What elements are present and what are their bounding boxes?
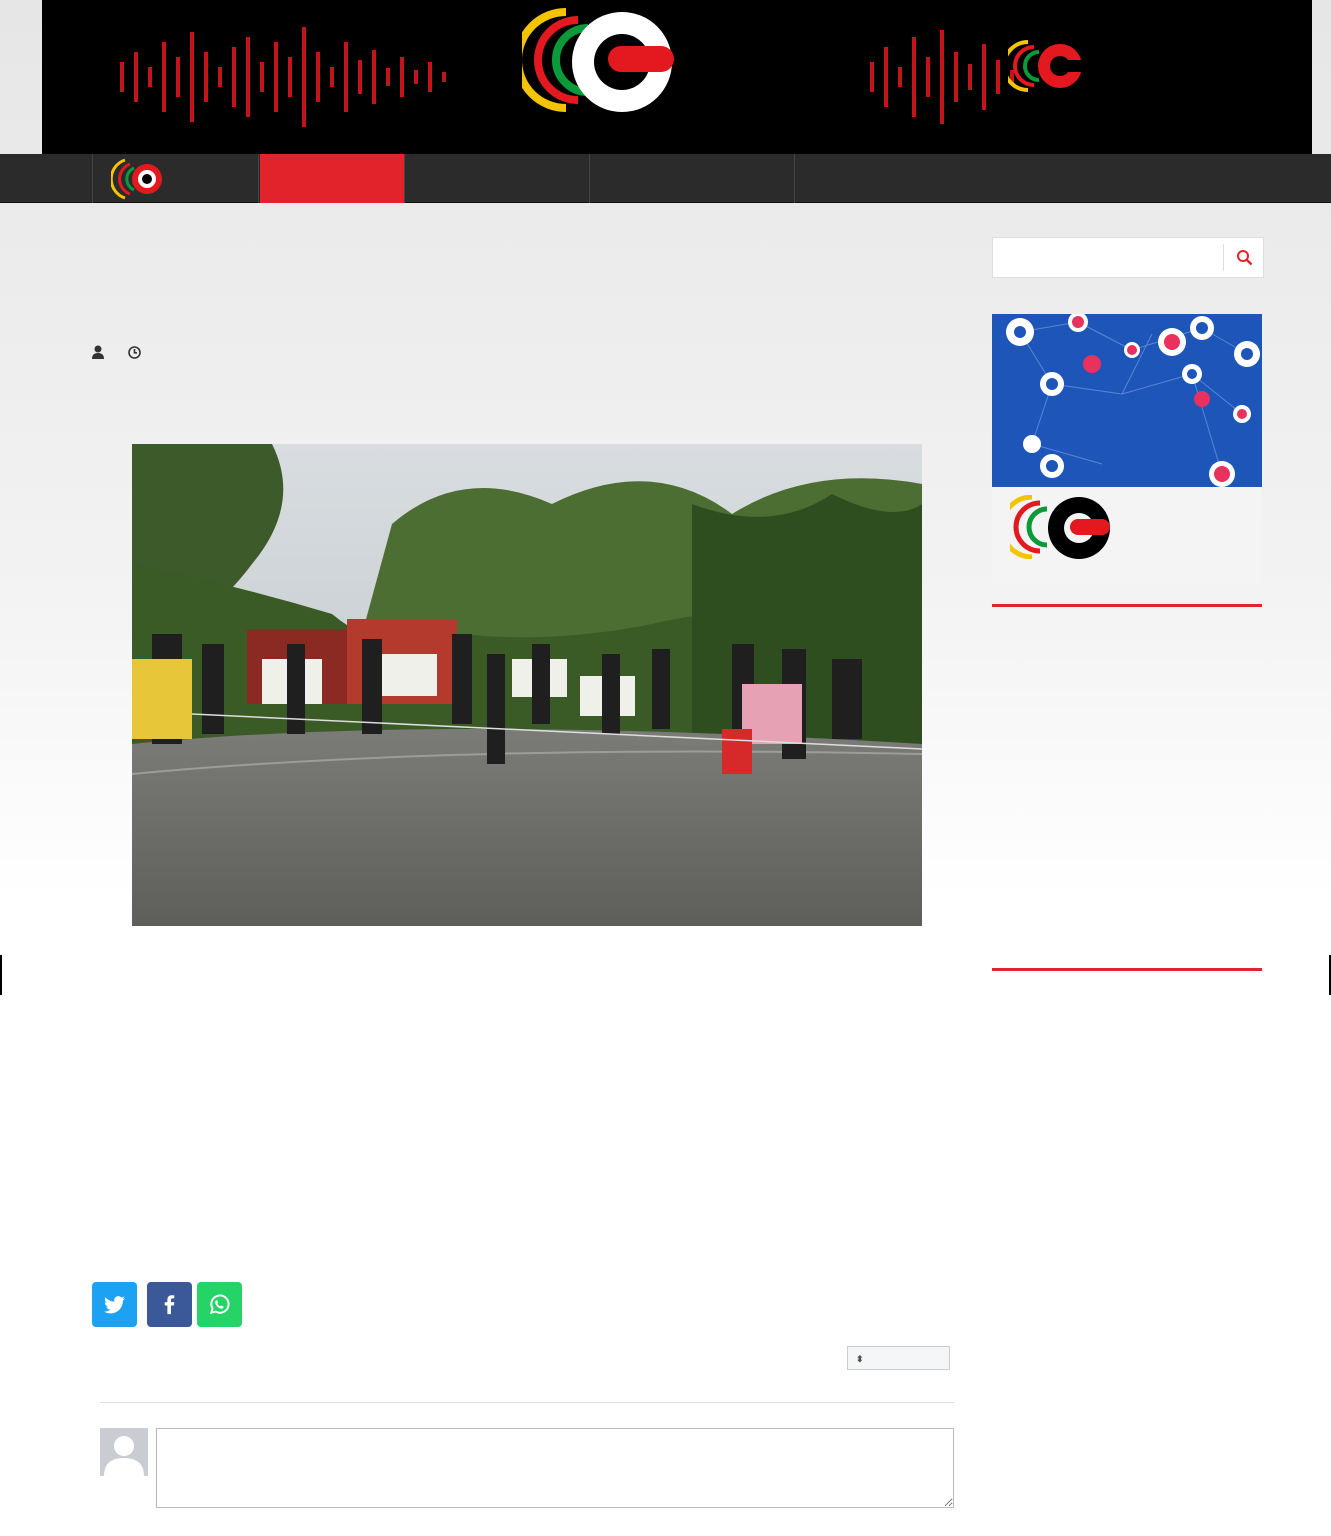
page-edge-left [0,955,2,995]
site-logo[interactable] [522,6,862,148]
search-icon [1236,249,1253,266]
default-avatar-icon [100,1428,148,1476]
article-photo [132,444,922,926]
article-meta [92,344,147,360]
search-box [992,237,1264,278]
comment-input[interactable] [156,1428,954,1508]
categories-heading [992,602,1262,607]
facebook-icon [158,1293,181,1316]
sound-wave-left [102,22,522,132]
live-radio-icon [1008,38,1084,94]
main-nav [0,154,1331,203]
nav-item-noticias[interactable] [260,154,405,203]
social-network-pattern [992,314,1262,487]
radio-logo-icon [111,158,165,200]
order-select[interactable] [847,1346,950,1370]
avatar [100,1428,148,1476]
listen-live-button[interactable] [1008,34,1268,100]
fb-logo-badge [1070,519,1110,535]
search-button[interactable] [1223,244,1263,271]
share-facebook-button[interactable] [147,1282,192,1327]
whatsapp-icon [208,1293,231,1316]
nav-item-programas[interactable] [406,154,590,203]
logo-badge [608,46,674,72]
nav-item-inicio[interactable] [92,154,259,203]
nav-item-contactenos[interactable] [590,154,795,203]
twitter-icon [103,1293,126,1316]
fb-banner-top [992,314,1262,487]
facebook-follow-banner[interactable] [992,314,1262,584]
protest-road-photo [132,444,922,926]
comments-header [100,1346,952,1374]
share-whatsapp-button[interactable] [197,1282,242,1327]
user-icon [92,345,104,359]
most-viewed-heading [992,966,1262,971]
search-input[interactable] [993,238,1223,277]
clock-icon [128,346,141,359]
header-banner [42,0,1312,154]
article-body [92,948,960,969]
comments-divider [100,1402,954,1403]
fb-banner-logo [992,487,1262,584]
share-twitter-button[interactable] [92,1282,137,1327]
select-arrows-icon: ⬍ [856,1354,864,1364]
